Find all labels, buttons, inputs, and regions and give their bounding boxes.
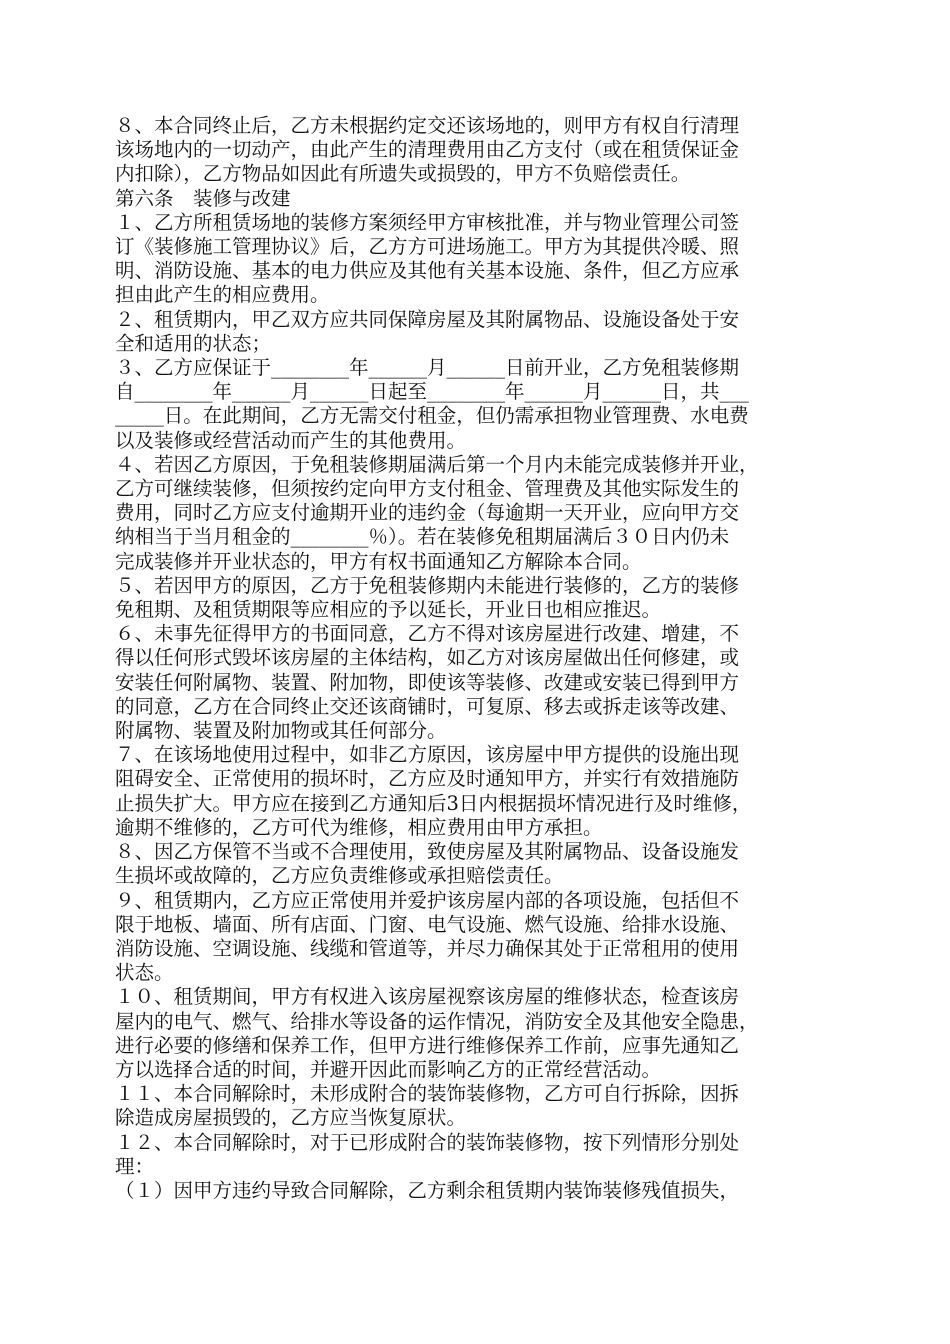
text-line: 自________年______月______日起至________年______月______日，共___: [115, 380, 749, 404]
text-line: 生损坏或故障的，乙方应负责维修或承担赔偿责任。: [115, 864, 564, 888]
text-line: 安装任何附属物、装置、附加物，即使该等装修、改建或安装已得到甲方: [115, 670, 740, 694]
text-line: 全和适用的状态；: [115, 331, 272, 355]
text-line: 明、消防设施、基本的电力供应及其他有关基本设施、条件，但乙方应承: [115, 259, 740, 283]
text-line: 屋内的电气、燃气、给排水等设备的运作情况，消防安全及其他安全隐患，: [115, 1009, 759, 1033]
document-body: [115, 114, 845, 1203]
text-line: 附属物、装置及附加物或其任何部分。: [115, 719, 447, 743]
text-line: 止损失扩大。甲方应在接到乙方通知后3日内根据损坏情况进行及时维修，: [115, 791, 752, 815]
text-line: ５、若因甲方的原因，乙方于免租装修期内未能进行装修的，乙方的装修: [115, 573, 740, 597]
text-line: 进行必要的修缮和保养工作，但甲方进行维修保养工作前，应事先通知乙: [115, 1033, 740, 1057]
text-line: 状态。: [115, 961, 174, 985]
text-line: ４、若因乙方原因，于免租装修期届满后第一个月内未能完成装修并开业，: [115, 452, 759, 476]
text-line: 完成装修并开业状态的，甲方有权书面通知乙方解除本合同。: [115, 549, 642, 573]
text-line: ８、因乙方保管不当或不合理使用，致使房屋及其附属物品、设备设施发: [115, 840, 740, 864]
text-line: ８、本合同终止后，乙方未根据约定交还该场地的，则甲方有权自行清理: [115, 114, 740, 137]
section-heading: 第六条 装修与改建: [115, 186, 291, 210]
text-line: 方以选择合适的时间，并避开因此而影响乙方的正常经营活动。: [115, 1057, 662, 1081]
text-line: 消防设施、空调设施、线缆和管道等，并尽力确保其处于正常租用的使用: [115, 936, 740, 960]
text-line: 乙方可继续装修，但须按约定向甲方支付租金、管理费及其他实际发生的: [115, 477, 740, 501]
text-line: 费用，同时乙方应支付逾期开业的违约金（每逾期一天开业，应向甲方交: [115, 501, 740, 525]
text-line: 该场地内的一切动产，由此产生的清理费用由乙方支付（或在租赁保证金: [115, 138, 740, 162]
text-line: １１、本合同解除时，未形成附合的装饰装修物，乙方可自行拆除，因拆: [115, 1082, 740, 1106]
text-line: 纳相当于当月租金的________％）。若在装修免租期届满后３０日内仍未: [115, 525, 730, 549]
text-line: １０、租赁期间，甲方有权进入该房屋视察该房屋的维修状态，检查该房: [115, 985, 740, 1009]
text-line: ３、乙方应保证于________年______月______日前开业，乙方免租装修期: [115, 356, 740, 380]
text-line: 理：: [115, 1154, 155, 1178]
text-line: ６、未事先征得甲方的书面同意，乙方不得对该房屋进行改建、增建，不: [115, 622, 740, 646]
text-line: 得以任何形式毁坏该房屋的主体结构，如乙方对该房屋做出任何修建，或: [115, 646, 740, 670]
text-line: 限于地板、墙面、所有店面、门窗、电气设施、燃气设施、给排水设施、: [115, 912, 740, 936]
text-line: 内扣除），乙方物品如因此有所遗失或损毁的，甲方不负赔偿责任。: [115, 162, 691, 186]
text-line: 订《装修施工管理协议》后，乙方方可进场施工。甲方为其提供冷暖、照: [115, 235, 740, 259]
text-line: （１）因甲方违约导致合同解除，乙方剩余租赁期内装饰装修残值损失，: [115, 1178, 740, 1202]
text-line: ９、租赁期内，乙方应正常使用并爱护该房屋内部的各项设施，包括但不: [115, 888, 740, 912]
text-line: ７、在该场地使用过程中，如非乙方原因，该房屋中甲方提供的设施出现: [115, 743, 740, 767]
text-line: １２、本合同解除时，对于已形成附合的装饰装修物，按下列情形分别处: [115, 1130, 740, 1154]
text-line: 阻碍安全、正常使用的损坏时，乙方应及时通知甲方，并实行有效措施防: [115, 767, 740, 791]
text-line: 担由此产生的相应费用。: [115, 283, 330, 307]
text-line: _____日。在此期间，乙方无需交付租金，但仍需承担物业管理费、水电费: [115, 404, 749, 428]
text-line: ２、租赁期内，甲乙双方应共同保障房屋及其附属物品、设施设备处于安: [115, 307, 740, 331]
text-line: 的同意，乙方在合同终止交还该商铺时，可复原、移去或拆走该等改建、: [115, 694, 740, 718]
text-line: 除造成房屋损毁的，乙方应当恢复原状。: [115, 1106, 467, 1130]
text-line: 免租期、及租赁期限等应相应的予以延长，开业日也相应推迟。: [115, 598, 662, 622]
text-line: １、乙方所租赁场地的装修方案须经甲方审核批准，并与物业管理公司签: [115, 210, 740, 234]
text-line: 逾期不维修的，乙方可代为维修，相应费用由甲方承担。: [115, 815, 603, 839]
text-line: 以及装修或经营活动而产生的其他费用。: [115, 428, 467, 452]
